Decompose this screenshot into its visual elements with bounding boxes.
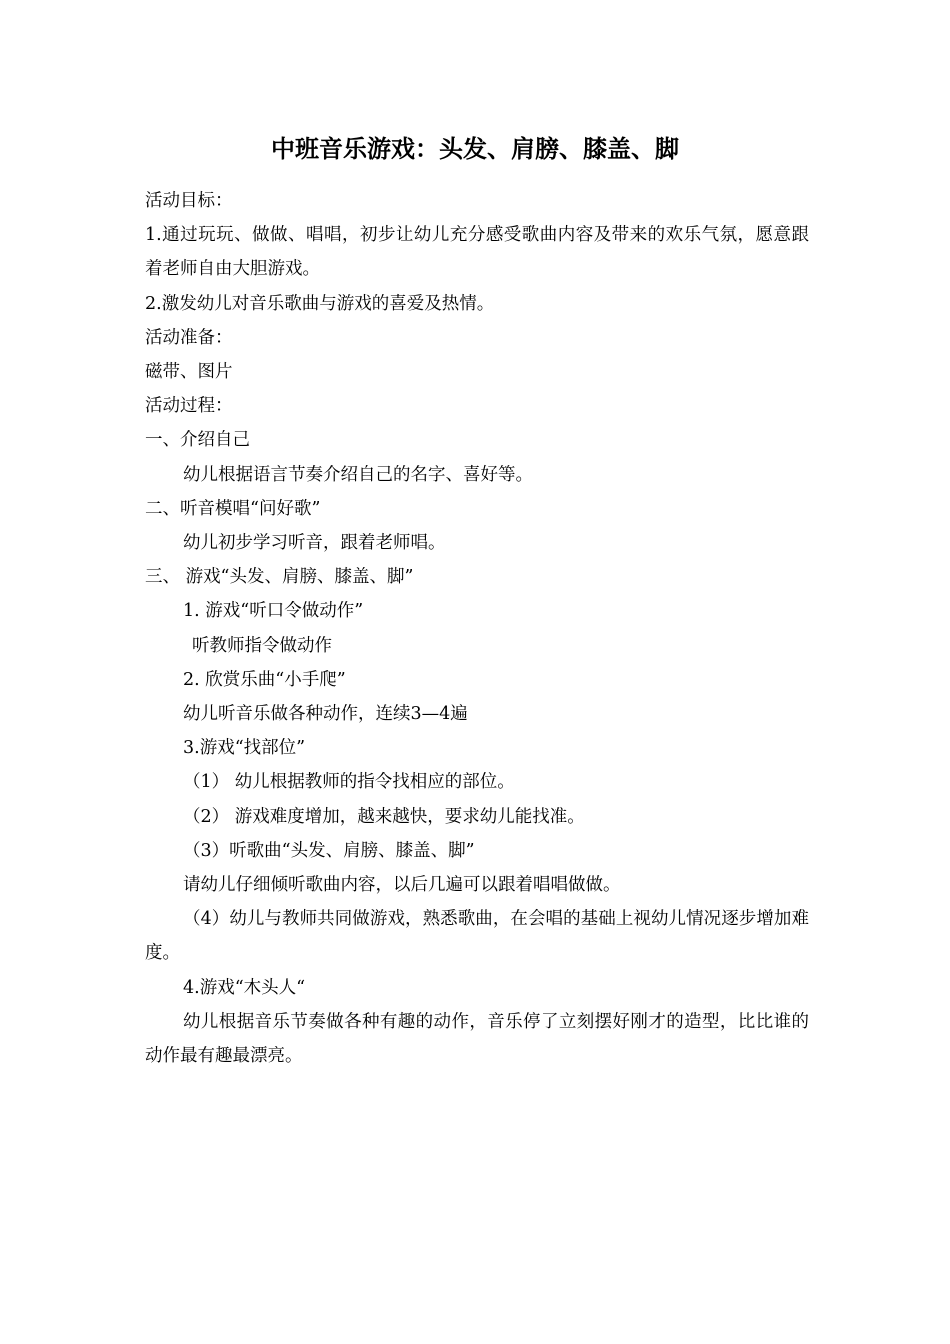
document-body xyxy=(145,184,809,1073)
section-heading-preparation: 活动准备： xyxy=(145,327,233,348)
section-heading-goals: 活动目标： xyxy=(145,191,233,211)
sub-step-3: 3.游戏“找部位” xyxy=(183,738,306,759)
step-heading-3: 三、 游戏“头发、肩膀、膝盖、脚” xyxy=(145,567,414,588)
preparation-materials: 磁带、图片 xyxy=(145,362,233,383)
sub-step-1-detail: 听教师指令做动作 xyxy=(192,635,332,656)
sub-step-3-item-4: （4）幼儿与教师共同做游戏，熟悉歌曲，在会唱的基础上视幼儿情况逐步增加难度。 xyxy=(145,909,809,964)
sub-step-3-item-1: （1） 幼儿根据教师的指令找相应的部位。 xyxy=(183,772,515,793)
sub-step-3-item-3: （3）听歌曲“头发、肩膀、膝盖、脚” xyxy=(183,840,475,861)
step-2-detail: 幼儿初步学习听音，跟着老师唱。 xyxy=(183,533,446,554)
goal-item-1: 1.通过玩玩、做做、唱唱，初步让幼儿充分感受歌曲内容及带来的欢乐气氛，愿意跟着老师自由大胆游戏。 xyxy=(145,225,809,280)
sub-step-4: 4.游戏“木头人“ xyxy=(183,977,306,998)
goal-item-2: 2.激发幼儿对音乐歌曲与游戏的喜爱及热情。 xyxy=(145,293,495,314)
sub-step-2: 2. 欣赏乐曲“小手爬” xyxy=(183,669,346,690)
sub-step-3-item-2: （2） 游戏难度增加，越来越快，要求幼儿能找准。 xyxy=(183,806,585,827)
step-heading-1: 一、介绍自己 xyxy=(145,430,250,451)
document-title: 中班音乐游戏：头发、肩膀、膝盖、脚 xyxy=(271,135,679,163)
step-heading-2: 二、听音模唱“问好歌” xyxy=(145,498,321,519)
sub-step-3-item-3-detail: 请幼儿仔细倾听歌曲内容，以后几遍可以跟着唱唱做做。 xyxy=(183,875,621,896)
sub-step-4-detail: 幼儿根据音乐节奏做各种有趣的动作，音乐停了立刻摆好刚才的造型，比比谁的动作最有趣最漂亮。 xyxy=(145,1011,809,1067)
step-1-detail: 幼儿根据语言节奏介绍自己的名字、喜好等。 xyxy=(183,464,533,485)
sub-step-1: 1. 游戏“听口令做动作” xyxy=(183,601,364,622)
sub-step-2-detail: 幼儿听音乐做各种动作，连续3—4遍 xyxy=(183,704,468,725)
section-heading-process: 活动过程： xyxy=(145,396,233,417)
